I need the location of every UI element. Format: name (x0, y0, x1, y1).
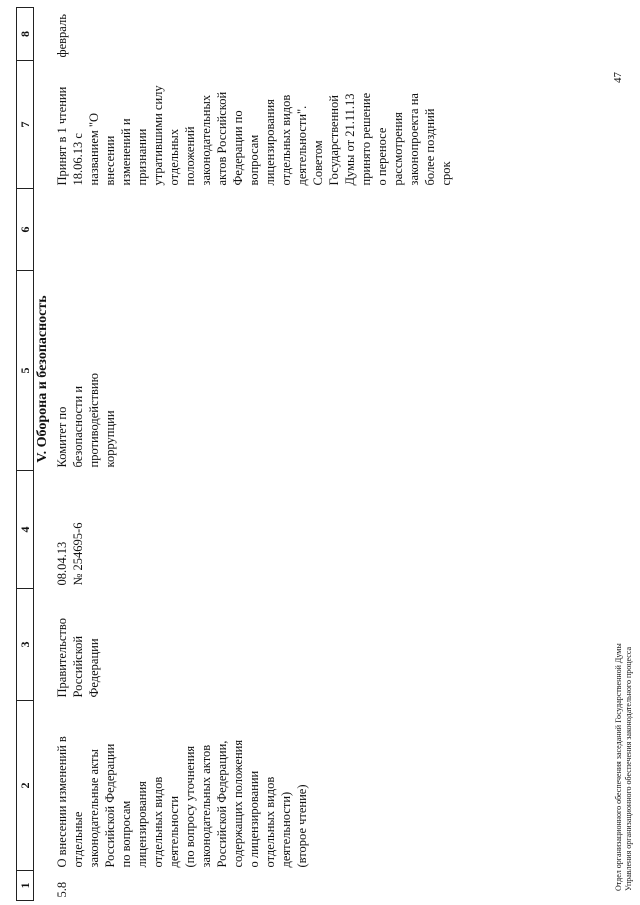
initiator: Правительство Российской Федерации (55, 618, 101, 698)
footer-line-2: Управления организационного обеспечения законодательного процесса (624, 646, 633, 891)
column-6-cell (52, 189, 455, 271)
row-number: 5.8 (55, 881, 69, 898)
bill-number: № 254695-6 (71, 522, 85, 586)
column-header-1: 1 (17, 871, 34, 901)
date-number-cell (52, 471, 455, 589)
page-number: 47 (612, 72, 624, 83)
section-cell (34, 8, 53, 901)
committee: Комитет по безопасности и противодействию коррупции (55, 373, 117, 468)
section-row (34, 8, 53, 901)
column-header-8: 8 (17, 8, 34, 61)
footer-line-1: Отдел организационного обеспечения заседаний Государственной Думы (614, 643, 623, 891)
table-row (52, 8, 455, 901)
footer (614, 643, 634, 891)
section-title: V. Оборона и безопасность (35, 295, 50, 463)
column-header-2: 2 (17, 701, 34, 871)
column-header-6: 6 (17, 189, 34, 271)
bill-table (16, 7, 455, 901)
introduction-date: 08.04.13 (55, 541, 69, 586)
column-header-5: 5 (17, 271, 34, 471)
column-header-7: 7 (17, 61, 34, 189)
planned-term: февраль (55, 14, 69, 58)
column-header-3: 3 (17, 589, 34, 701)
bill-status: Принят в 1 чтении 18.06.13 с названием "О внесении изменений и признании утратившими силу отдельных положений законодательных актов Российской Федерации по вопросам лицензирования отдельных видов деятельности". Советом Государственной Думы от 21.11.13 принято решение о переносе рассмотрения законопроекта на более поздний срок (55, 85, 453, 186)
bill-title: О внесении изменений в отдельные законодательные акты Российской Федерации по вопросам лицензирования отдельных видов деятельности (по вопросу уточнения законодательных актов Российской Федерации, содержащих положения о лицензировании отдельных видов деятельности) (второе чтение) (55, 736, 309, 868)
header-row (17, 8, 34, 901)
column-header-4: 4 (17, 471, 34, 589)
